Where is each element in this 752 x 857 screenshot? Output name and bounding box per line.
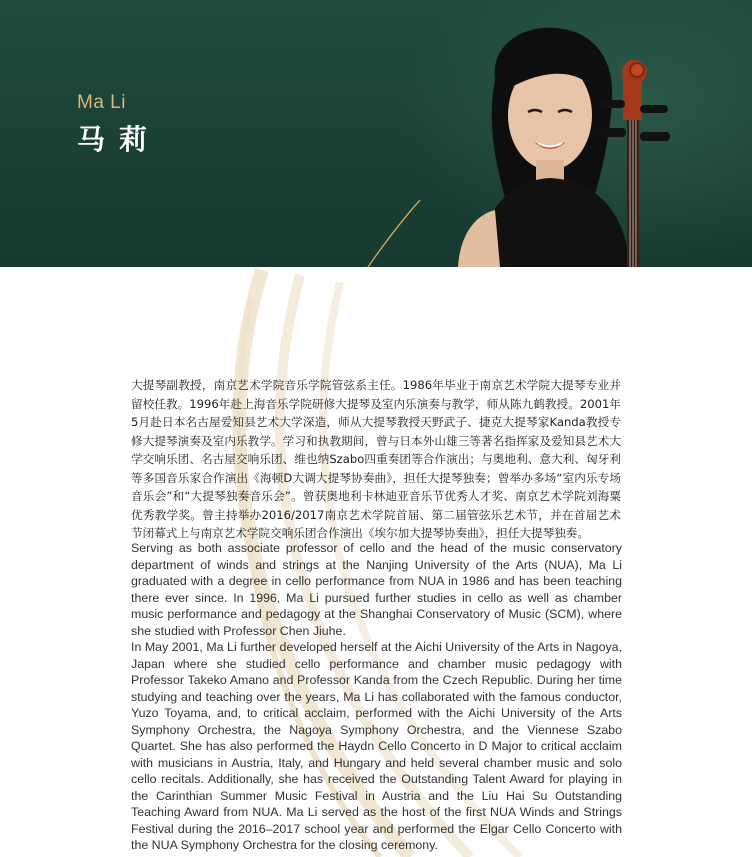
name-english: Ma Li	[77, 92, 126, 113]
bio-english	[131, 540, 622, 854]
name-chinese: 马莉	[77, 123, 162, 156]
header-gold-line	[0, 0, 752, 267]
bio-english-paragraph-1: Serving as both associate professor of cello and the head of the music conservatory department of winds and strings at the Nanjing University of the Arts (NUA), Ma Li graduated with a degree in cello performance from NUA in 1986 and has been teaching there ever since. In 1996, Ma Li pursued further studies in cello as well as chamber music performance and pedagogy at the Shanghai Conservatory of Music (SCM), where she studied with Professor Chen Jiuhe.	[131, 541, 622, 638]
header-banner	[0, 0, 752, 267]
bio-english-paragraph-2: In May 2001, Ma Li further developed herself at the Aichi University of the Arts in Nagoya, Japan where she studied cello performance and chamber music pedagogy with Professor Takeko Amano and Professor Kanda from the Czech Republic. During her time studying and teaching over the years, Ma Li has collaborated with the famous conductor, Yuzo Toyama, and, to critical acclaim, performed with the Aichi University of the Arts Symphony Orchestra, the Nagoya Symphony Orchestra, and the Viennese Szabo Quartet. She has also performed the Haydn Cello Concerto in D Major to critical acclaim with musicians in Austria, Italy, and Hungary and held several chamber music and solo cello recitals. Additionally, she has received the Outstanding Talent Award for playing in the Carinthian Summer Music Festival in Austria and the Liu Hai Su Outstanding Teaching Award from NUA. Ma Li served as the host of the first NUA Winds and Strings Festival during the 2016–2017 school year and performed the Elgar Cello Concerto with the NUA Symphony Orchestra for the closing ceremony.	[131, 640, 622, 852]
bio-chinese: 大提琴副教授，南京艺术学院音乐学院管弦系主任。1986年毕业于南京艺术学院大提琴专业并留校任教。1996年赴上海音乐学院研修大提琴及室内乐演奏与教学，师从陈九鹤教授。2001年5月赴日本名古屋爱知县艺术大学深造，师从大提琴教授天野武子、捷克大提琴家Kanda教授专修大提琴演奏及室内乐教学。学习和执教期间，曾与日本外山雄三等著名指挥家及爱知县艺术大学交响乐团、名古屋交响乐团、维也纳Szabo四重奏团等合作演出；与奥地利、意大利、匈牙利等多国音乐家合作演出《海顿D大调大提琴协奏曲》，担任大提琴独奏；曾举办多场“室内乐专场音乐会”和“大提琴独奏音乐会”。曾获奥地利卡林迪亚音乐节优秀人才奖、南京艺术学院刘海粟优秀教学奖。曾主持举办2016/2017南京艺术学院首届、第二届管弦乐艺术节，并在首届艺术节闭幕式上与南京艺术学院交响乐团合作演出《埃尔加大提琴协奏曲》，担任大提琴独奏。	[131, 378, 621, 540]
